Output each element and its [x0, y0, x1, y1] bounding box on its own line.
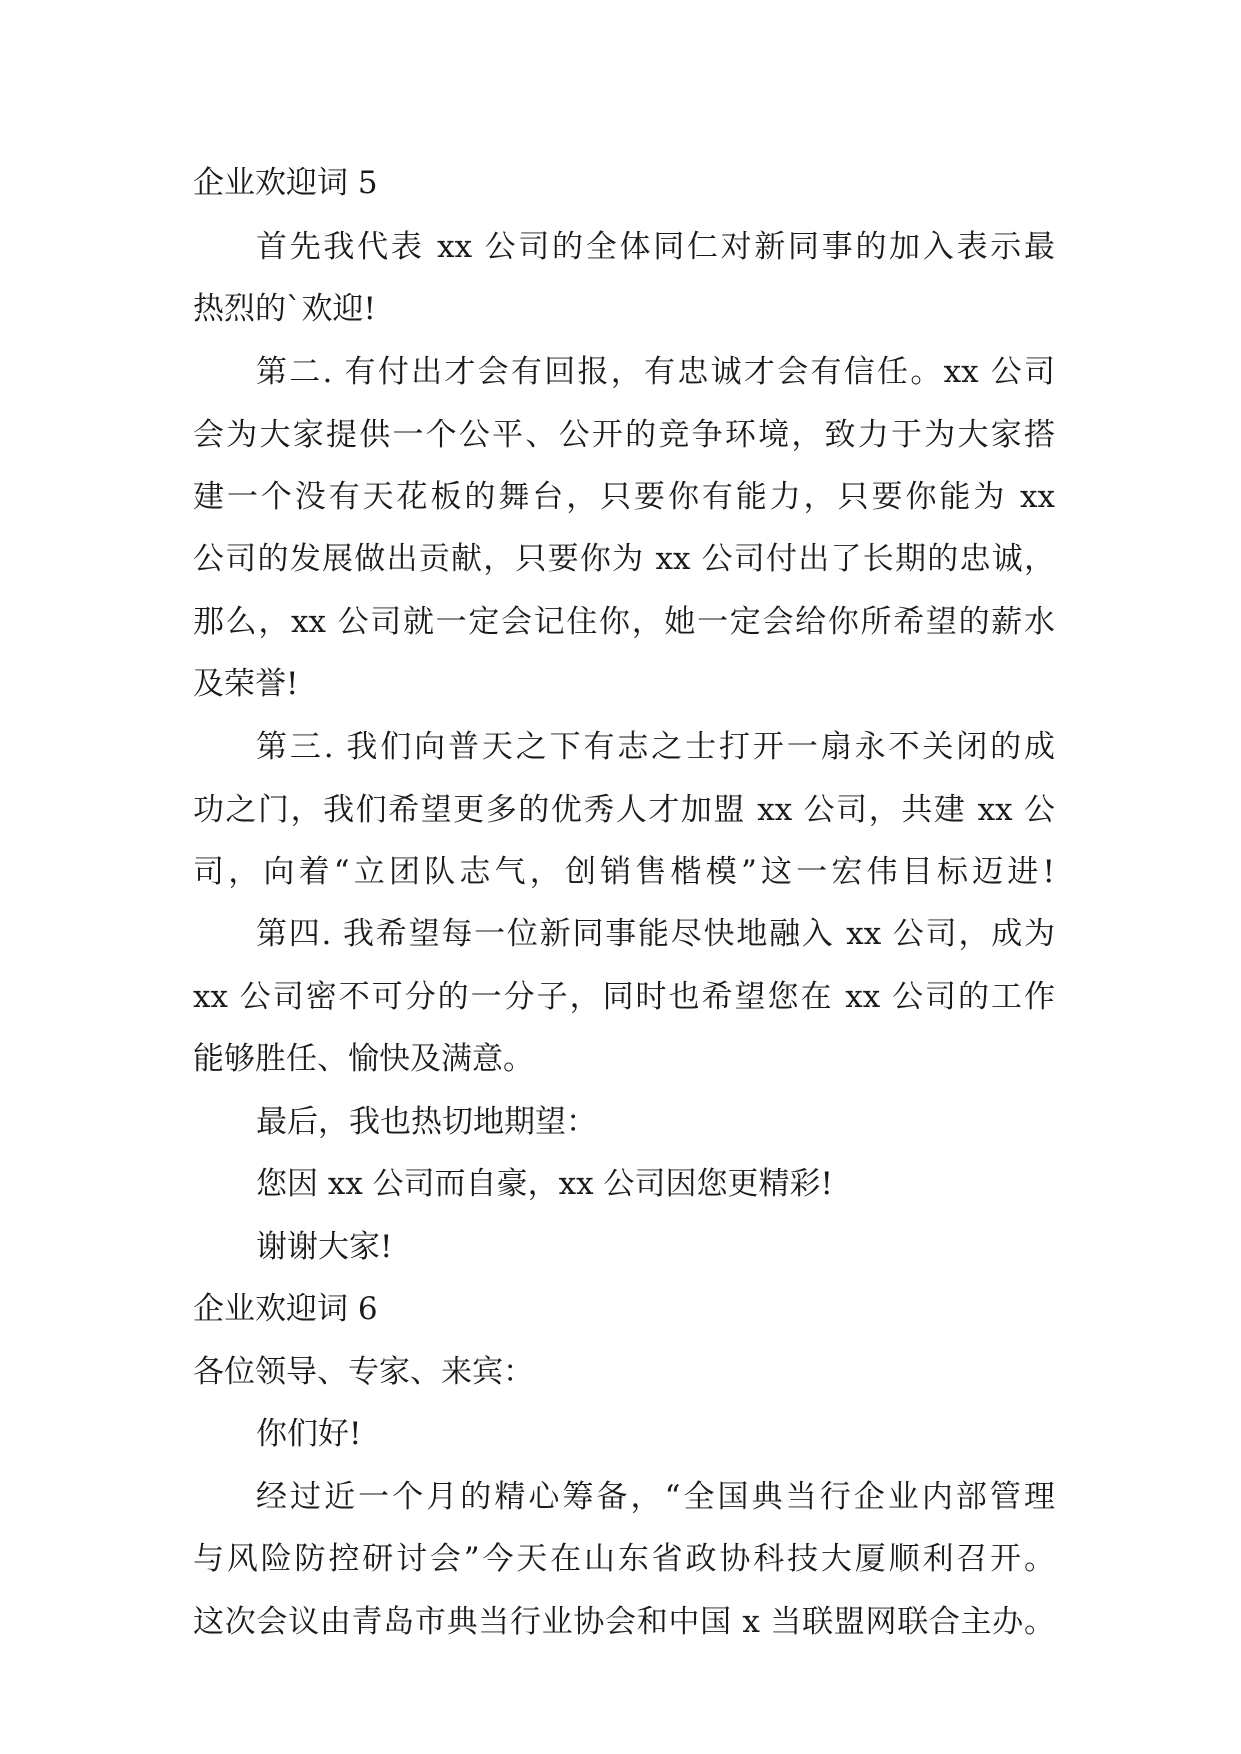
- paragraph-line: 您因 xx 公司而自豪，xx 公司因您更精彩!: [256, 1166, 833, 1202]
- section-5-title: 企业欢迎词 5: [193, 165, 378, 201]
- paragraph-line: 首先我代表 xx 公司的全体同仁对新同事的加入表示最: [256, 229, 1055, 265]
- paragraph-line: 公司的发展做出贡献，只要你为 xx 公司付出了长期的忠诚，: [193, 541, 1055, 577]
- paragraph-line: 功之门，我们希望更多的优秀人才加盟 xx 公司，共建 xx 公: [193, 792, 1055, 828]
- paragraph-line: xx 公司密不可分的一分子，同时也希望您在 xx 公司的工作: [193, 979, 1055, 1015]
- paragraph-line: 第三. 我们向普天之下有志之士打开一扇永不关闭的成: [256, 729, 1055, 765]
- paragraph-line: 第四. 我希望每一位新同事能尽快地融入 xx 公司，成为: [256, 916, 1055, 952]
- paragraph-line: 最后，我也热切地期望：: [256, 1104, 597, 1140]
- paragraph-line: 会为大家提供一个公平、公开的竞争环境，致力于为大家搭: [193, 417, 1055, 453]
- paragraph-line: 热烈的`欢迎!: [193, 291, 376, 327]
- paragraph-line: 及荣誉!: [193, 666, 299, 702]
- paragraph-line: 第二. 有付出才会有回报，有忠诚才会有信任。xx 公司: [256, 354, 1055, 390]
- paragraph-line: 那么，xx 公司就一定会记住你，她一定会给你所希望的薪水: [193, 604, 1055, 640]
- greeting: 你们好!: [256, 1416, 362, 1452]
- paragraph-line: 谢谢大家!: [256, 1229, 393, 1265]
- paragraph-line: 司，向着“立团队志气，创销售楷模”这一宏伟目标迈进!: [193, 854, 1055, 890]
- paragraph-line: 能够胜任、愉快及满意。: [193, 1041, 534, 1077]
- paragraph-line: 与风险防控研讨会”今天在山东省政协科技大厦顺利召开。: [193, 1541, 1055, 1577]
- salutation: 各位领导、专家、来宾：: [193, 1354, 534, 1390]
- paragraph-line: 这次会议由青岛市典当行业协会和中国 x 当联盟网联合主办。: [193, 1604, 1055, 1640]
- section-6-title: 企业欢迎词 6: [193, 1291, 378, 1327]
- paragraph-line: 经过近一个月的精心筹备，“全国典当行企业内部管理: [256, 1479, 1055, 1515]
- paragraph-line: 建一个没有天花板的舞台，只要你有能力，只要你能为 xx: [193, 479, 1055, 515]
